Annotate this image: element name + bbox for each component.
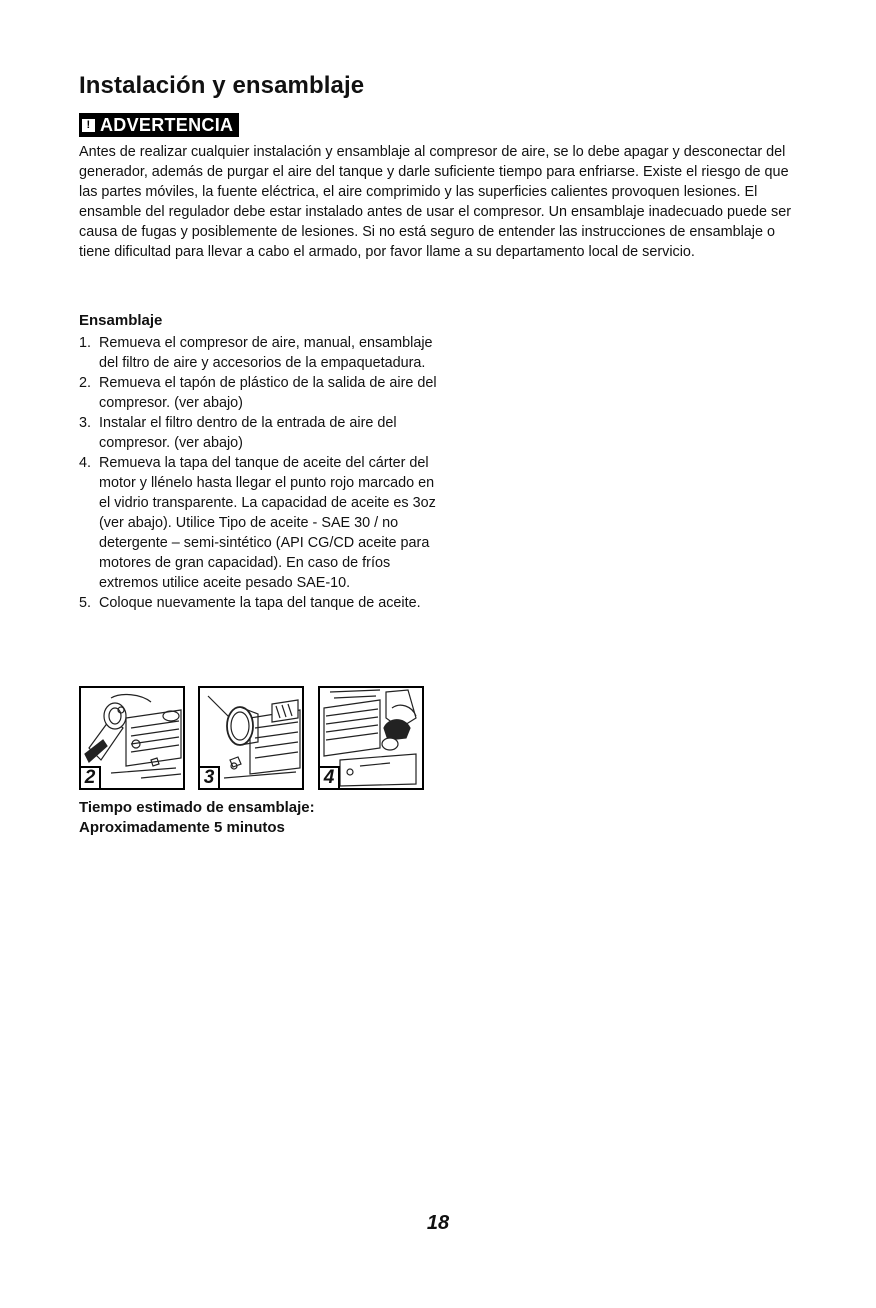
step-text: Remueva el compresor de aire, manual, ensamblaje del filtro de aire y accesorios de la empaquetadura. [99,335,433,371]
estimate-line-2: Aproximadamente 5 minutos [79,819,285,836]
figure-number: 4 [320,766,340,788]
step-text: Instalar el filtro dentro de la entrada de aire del compresor. (ver abajo) [99,415,397,451]
assembly-steps [79,333,439,613]
step-item [79,333,439,373]
step-number: 2. [79,375,92,391]
figure-3-illustration [198,686,304,790]
figure-number: 3 [200,766,220,788]
assembly-heading: Ensamblaje [79,312,163,329]
step-number: 4. [79,455,92,471]
step-item [79,593,439,613]
page-number: 18 [426,1212,450,1234]
exclamation-icon: ! [82,119,95,132]
figure-2-illustration [79,686,185,790]
step-number: 5. [79,595,92,611]
warning-text: Antes de realizar cualquier instalación y ensamblaje al compresor de aire, se lo debe apagar y desconectar del generador, además de purgar el aire del tanque y darle suficiente tiempo para enfriarse. Existe el riesgo de que las partes móviles, la fuente eléctrica, el aire comprimido y las superficies calientes provoquen lesiones. El ensamble del regulador debe estar instalado antes de usar el compresor. Un ensamblaje inadecuado puede ser causa de fugas y posiblemente de lesiones. Si no está seguro de entender las instrucciones de ensamblaje o tiene dificultad para llevar a cabo el armado, por favor llame a su departamento local de servicio. [79,144,791,260]
step-item [79,453,439,593]
step-number: 3. [79,415,92,431]
assembly-time-estimate [79,798,315,838]
figure-4-illustration [318,686,424,790]
step-text: Coloque nuevamente la tapa del tanque de aceite. [99,595,421,611]
warning-label-text: ADVERTENCIA [100,114,234,135]
warning-label [79,113,239,137]
estimate-line-1: Tiempo estimado de ensamblaje: [79,799,315,816]
step-text: Remueva el tapón de plástico de la salida de aire del compresor. (ver abajo) [99,375,437,411]
figure-number: 2 [81,766,101,788]
page-title: Instalación y ensamblaje [79,72,365,99]
step-text: Remueva la tapa del tanque de aceite del cárter del motor y llénelo hasta llegar el punto rojo marcado en el vidrio transparente. La capacidad de aceite es 3oz (ver abajo). Utilice Tipo de aceite - SAE 30 / no detergente – semi-sintético (API CG/CD aceite para motores de gran capacidad). En caso de fríos extremos utilice aceite pesado SAE-10. [99,455,436,591]
step-item [79,373,439,413]
step-number: 1. [79,335,92,351]
step-item [79,413,439,453]
